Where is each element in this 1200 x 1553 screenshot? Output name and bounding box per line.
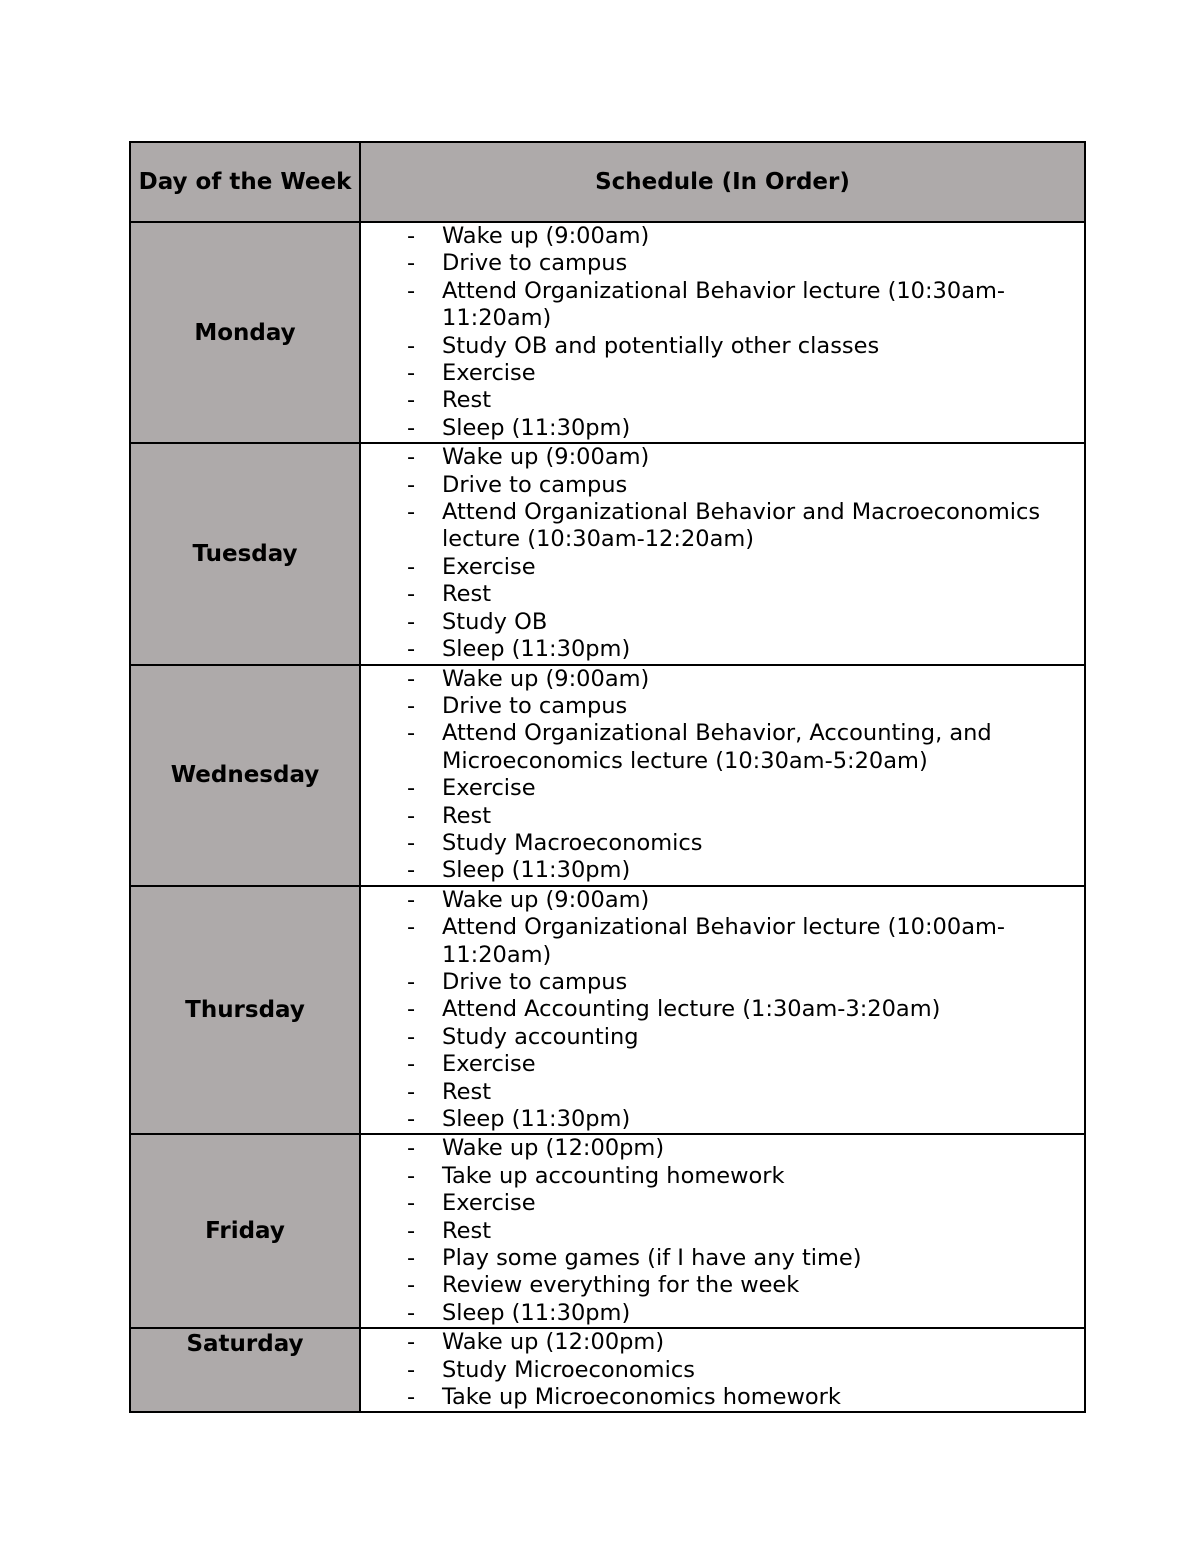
list-item: - Wake up (9:00am) (361, 223, 1084, 250)
list-item: - Rest (361, 581, 1084, 608)
schedule-list (361, 444, 1084, 663)
list-item: - Drive to campus (361, 472, 1084, 499)
day-cell: Saturday (130, 1328, 360, 1412)
list-item: - Exercise (361, 360, 1084, 387)
schedule-list (361, 1329, 1084, 1411)
list-item: - Attend Organizational Behavior lecture (10:30am-11:20am) (361, 278, 1084, 333)
day-cell: Tuesday (130, 443, 360, 664)
list-item: - Wake up (9:00am) (361, 887, 1084, 914)
day-cell: Monday (130, 222, 360, 443)
schedule-list (361, 666, 1084, 885)
list-item: - Attend Accounting lecture (1:30am-3:20am) (361, 996, 1084, 1023)
list-item: - Sleep (11:30pm) (361, 636, 1084, 663)
schedule-cell (360, 1328, 1085, 1412)
table-row (130, 443, 1085, 664)
list-item: - Attend Organizational Behavior, Accounting, and Microeconomics lecture (10:30am-5:20am) (361, 720, 1084, 775)
table-row (130, 222, 1085, 443)
list-item: - Wake up (9:00am) (361, 444, 1084, 471)
schedule-cell (360, 886, 1085, 1135)
list-item: - Attend Organizational Behavior and Macroeconomics lecture (10:30am-12:20am) (361, 499, 1084, 554)
schedule-cell (360, 443, 1085, 664)
list-item: - Drive to campus (361, 969, 1084, 996)
list-item: - Wake up (12:00pm) (361, 1329, 1084, 1356)
list-item: - Wake up (12:00pm) (361, 1135, 1084, 1162)
table-row (130, 1328, 1085, 1412)
schedule-list (361, 887, 1084, 1134)
list-item: - Study OB and potentially other classes (361, 333, 1084, 360)
table-header-row (130, 142, 1085, 222)
list-item: - Play some games (if I have any time) (361, 1245, 1084, 1272)
schedule-list (361, 223, 1084, 442)
list-item: - Exercise (361, 1051, 1084, 1078)
schedule-cell (360, 222, 1085, 443)
list-item: - Rest (361, 1079, 1084, 1106)
list-item: - Wake up (9:00am) (361, 666, 1084, 693)
list-item: - Study Macroeconomics (361, 830, 1084, 857)
day-column-header: Day of the Week (130, 142, 360, 222)
schedule-list (361, 1135, 1084, 1327)
day-cell: Friday (130, 1134, 360, 1328)
day-cell: Thursday (130, 886, 360, 1135)
list-item: - Sleep (11:30pm) (361, 1300, 1084, 1327)
table-row (130, 665, 1085, 886)
list-item: - Rest (361, 1218, 1084, 1245)
list-item: - Attend Organizational Behavior lecture (10:00am-11:20am) (361, 914, 1084, 969)
list-item: - Exercise (361, 1190, 1084, 1217)
list-item: - Take up Microeconomics homework (361, 1384, 1084, 1411)
table-row (130, 886, 1085, 1135)
schedule-body (130, 222, 1085, 1412)
list-item: - Sleep (11:30pm) (361, 415, 1084, 442)
schedule-cell (360, 1134, 1085, 1328)
schedule-table (129, 141, 1086, 1413)
table-row (130, 1134, 1085, 1328)
schedule-column-header: Schedule (In Order) (360, 142, 1085, 222)
list-item: - Review everything for the week (361, 1272, 1084, 1299)
list-item: - Study OB (361, 609, 1084, 636)
list-item: - Study Microeconomics (361, 1357, 1084, 1384)
schedule-cell (360, 665, 1085, 886)
list-item: - Rest (361, 387, 1084, 414)
list-item: - Drive to campus (361, 693, 1084, 720)
day-cell: Wednesday (130, 665, 360, 886)
list-item: - Rest (361, 803, 1084, 830)
list-item: - Exercise (361, 775, 1084, 802)
list-item: - Study accounting (361, 1024, 1084, 1051)
list-item: - Sleep (11:30pm) (361, 857, 1084, 884)
list-item: - Exercise (361, 554, 1084, 581)
list-item: - Drive to campus (361, 250, 1084, 277)
list-item: - Sleep (11:30pm) (361, 1106, 1084, 1133)
list-item: - Take up accounting homework (361, 1163, 1084, 1190)
